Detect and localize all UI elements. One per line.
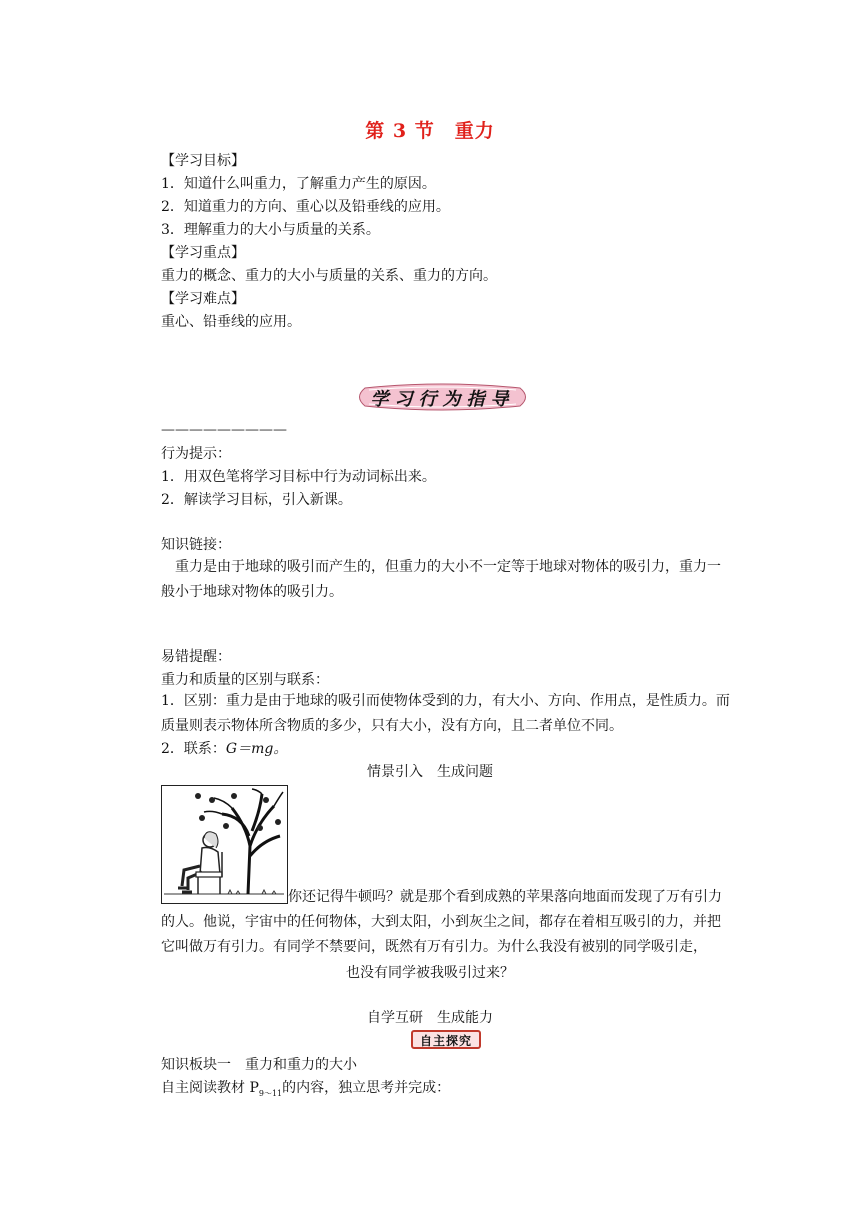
self-explore-tag: 自主探究 [411, 1030, 481, 1049]
objective-item-2: 2．知道重力的方向、重心以及铅垂线的应用。 [161, 199, 450, 215]
page-range: 9～11 [258, 1088, 283, 1098]
scene-last-line: 也没有同学被我吸引过来？ [346, 965, 514, 981]
divider-line: ————————— [161, 422, 287, 438]
hints-heading: 行为提示： [161, 446, 231, 462]
banner-text: 学习行为指导 [370, 389, 515, 410]
scene-text [161, 885, 731, 960]
hint-item-2: 2．解读学习目标，引入新课。 [161, 492, 352, 508]
link-text: 重力是由于地球的吸引而产生的，但重力的大小不一定等于地球对物体的吸引力，重力一般小于地球对物体的吸引力。 [161, 559, 721, 600]
link-heading: 知识链接： [161, 537, 231, 553]
mistake-item-2-prefix: 2．联系： [161, 741, 226, 757]
key-points-text: 重力的概念、重力的大小与质量的关系、重力的方向。 [161, 268, 497, 284]
self-study-heading: 自学互研 生成能力 [367, 1010, 493, 1026]
scene-paragraph: 你还记得牛顿吗？就是那个看到成熟的苹果落向地面而发现了万有引力的人。他说，宇宙中的任何物体，大到太阳，小到灰尘之间，都存在着相互吸引的力，并把它叫做万有引力。有同学不禁要问，既然有万有引力。为什么我没有被别的同学吸引走， [161, 889, 722, 955]
mistake-subheading: 重力和质量的区别与联系： [161, 672, 329, 688]
scene-heading: 情景引入 生成问题 [367, 764, 493, 780]
objective-item-1: 1．知道什么叫重力，了解重力产生的原因。 [161, 176, 436, 192]
mistake-item-2 [161, 739, 287, 759]
difficult-points-text: 重心、铅垂线的应用。 [161, 314, 301, 330]
instruction-prefix: 自主阅读教材 P [161, 1080, 259, 1096]
page-title: 第 3 节 重力 [365, 120, 495, 142]
reading-instruction [161, 1078, 450, 1104]
mistake-heading: 易错提醒： [161, 649, 231, 665]
difficult-points-heading: 【学习难点】 [161, 291, 245, 307]
study-guide-banner [355, 382, 530, 412]
mistake-item-1: 1．区别：重力是由于地球的吸引而使物体受到的力，有大小、方向、作用点，是性质力。而质量则表示物体所含物质的多少，只有大小，没有方向，且二者单位不同。 [161, 693, 730, 734]
objectives-heading: 【学习目标】 [161, 153, 245, 169]
objective-item-3: 3．理解重力的大小与质量的关系。 [161, 222, 380, 238]
instruction-suffix: 的内容，独立思考并完成： [282, 1080, 451, 1096]
key-points-heading: 【学习重点】 [161, 245, 245, 261]
gravity-formula: G＝mg。 [225, 741, 288, 757]
knowledge-block-title: 知识板块一 重力和重力的大小 [161, 1057, 357, 1073]
hint-item-1: 1．用双色笔将学习目标中行为动词标出来。 [161, 469, 436, 485]
